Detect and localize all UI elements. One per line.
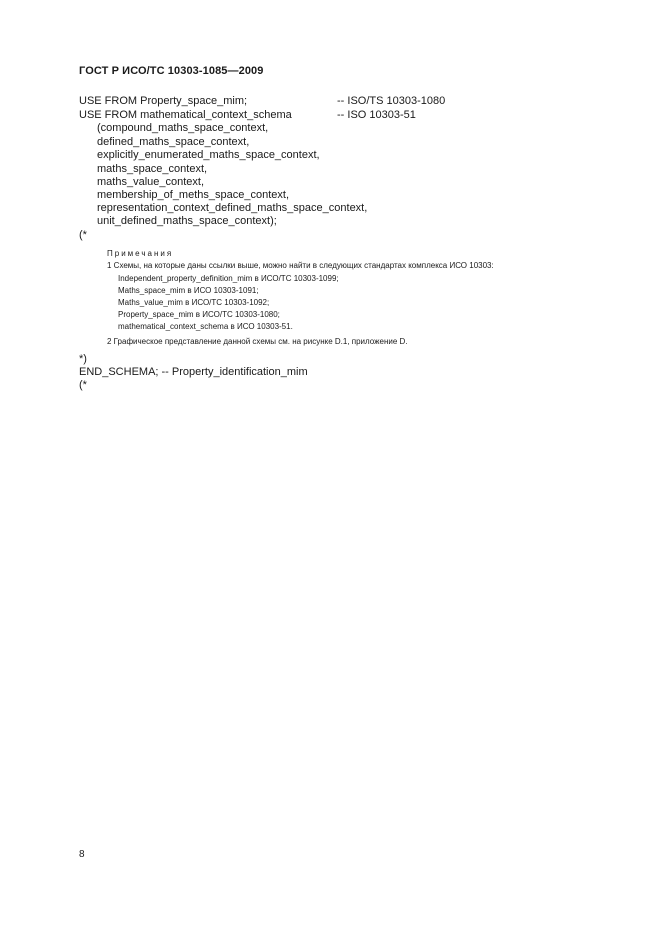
comment-open: (*	[79, 229, 87, 241]
note-1-item: Independent_property_definition_mim в ИСО/ТС 10303-1099;	[118, 274, 339, 283]
comment-close: *)	[79, 353, 87, 365]
page-number: 8	[79, 849, 85, 860]
context-item: defined_maths_space_context,	[97, 136, 250, 148]
end-schema-line: END_SCHEMA; -- Property_identification_mim	[79, 366, 308, 378]
note-2-text: 2 Графическое представление данной схемы см. на рисунке D.1, приложение D.	[107, 337, 408, 346]
context-item: maths_space_context,	[97, 163, 208, 175]
page-header-title: ГОСТ Р ИСО/ТС 10303-1085—2009	[79, 65, 264, 77]
context-item: (compound_maths_space_context,	[97, 122, 269, 134]
use-from-line-1: USE FROM Property_space_mim;	[79, 95, 248, 107]
use-from-comment-2: -- ISO 10303-51	[337, 109, 416, 121]
context-item: explicitly_enumerated_maths_space_context,	[97, 149, 320, 161]
note-1-item: Maths_value_mim в ИСО/ТС 10303-1092;	[118, 298, 270, 307]
use-from-line-2: USE FROM mathematical_context_schema	[79, 109, 292, 121]
note-1-item: mathematical_context_schema в ИСО 10303-51.	[118, 322, 293, 331]
note-1-text: 1 Схемы, на которые даны ссылки выше, можно найти в следующих стандартах комплекса ИСО 10303:	[107, 261, 494, 270]
context-item: representation_context_defined_maths_space_context,	[97, 202, 368, 214]
context-item: unit_defined_maths_space_context);	[97, 215, 277, 227]
context-item: maths_value_context,	[97, 176, 205, 188]
trailing-comment-open: (*	[79, 379, 87, 391]
use-from-comment-1: -- ISO/TS 10303-1080	[337, 95, 446, 107]
notes-heading: Примечания	[107, 249, 174, 258]
note-1-item: Maths_space_mim в ИСО 10303-1091;	[118, 286, 259, 295]
note-1-item: Property_space_mim в ИСО/ТС 10303-1080;	[118, 310, 280, 319]
context-item: membership_of_meths_space_context,	[97, 189, 289, 201]
